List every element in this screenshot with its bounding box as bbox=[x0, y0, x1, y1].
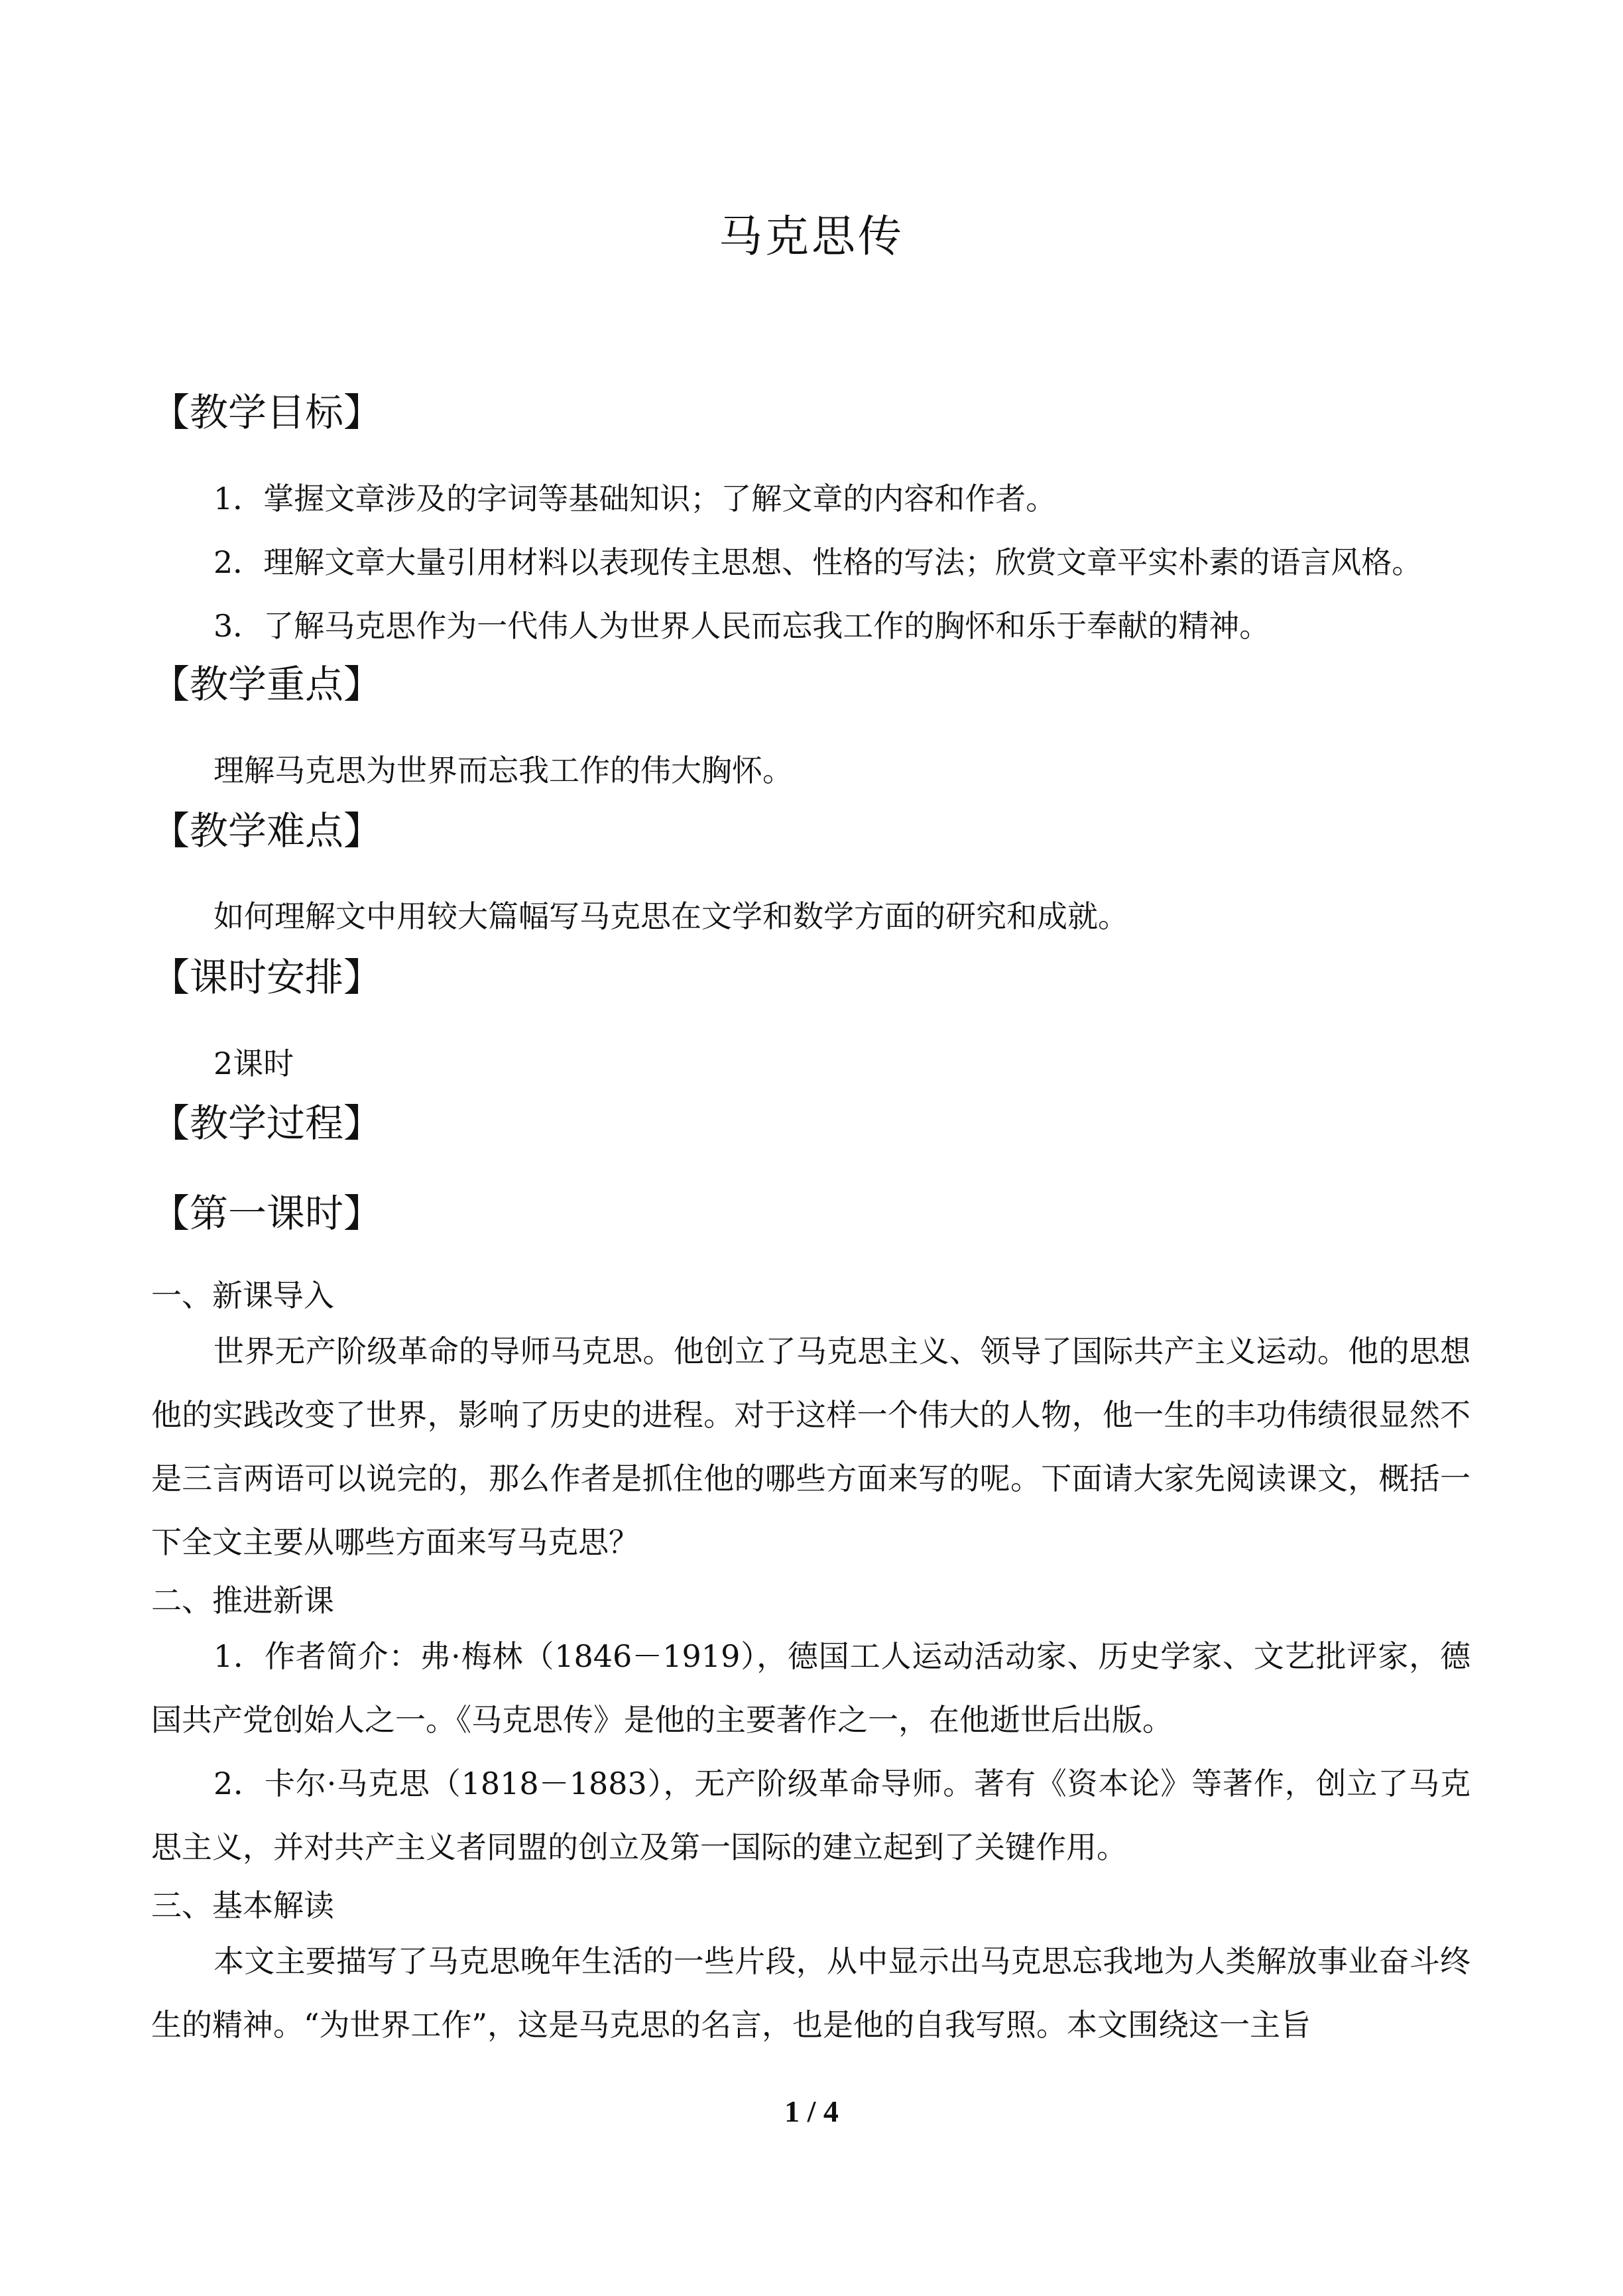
schedule-text bbox=[151, 1032, 1471, 1095]
page-number: 1 / 4 bbox=[784, 2094, 839, 2128]
objective-item-3: 3．了解马克思作为一代伟人为世界人民而忘我工作的胸怀和乐于奉献的精神。 bbox=[213, 608, 1270, 644]
schedule-line: 2课时 bbox=[213, 1046, 294, 1081]
heading-class-schedule: 【课时安排】 bbox=[151, 955, 383, 1000]
difficulties-text bbox=[151, 884, 1471, 948]
difficulties-line: 如何理解文中用较大篇幅写马克思在文学和数学方面的研究和成就。 bbox=[213, 898, 1128, 934]
section-3-paragraph: 本文主要描写了马克思晚年生活的一些片段，从中显示出马克思忘我地为人类解放事业奋斗终生的精神。“为世界工作”，这是马克思的名言，也是他的自我写照。本文围绕这一主旨 bbox=[151, 1943, 1471, 2043]
section-1-title: 一、新课导入 bbox=[151, 1278, 334, 1313]
objectives-list bbox=[151, 467, 1471, 658]
objective-item-2: 2．理解文章大量引用材料以表现传主思想、性格的写法；欣赏文章平实朴素的语言风格。 bbox=[213, 544, 1423, 580]
heading-teaching-process: 【教学过程】 bbox=[151, 1101, 383, 1146]
key-points-text bbox=[151, 739, 1471, 802]
section-2-title: 二、推进新课 bbox=[151, 1583, 334, 1618]
section-1-paragraph: 世界无产阶级革命的导师马克思。他创立了马克思主义、领导了国际共产主义运动。他的思想他的实践改变了世界，影响了历史的进程。对于这样一个伟大的人物，他一生的丰功伟绩很显然不是三言两语可以说完的，那么作者是抓住他的哪些方面来写的呢。下面请大家先阅读课文，概括一下全文主要从哪些方面来写马克思？ bbox=[151, 1333, 1471, 1560]
heading-first-lesson: 【第一课时】 bbox=[151, 1191, 383, 1236]
section-2-paragraph-2: 2．卡尔·马克思（1818－1883），无产阶级革命导师。著有《资本论》等著作，创立了马克思主义，并对共产主义者同盟的创立及第一国际的建立起到了关键作用。 bbox=[151, 1766, 1471, 1865]
key-points-line: 理解马克思为世界而忘我工作的伟大胸怀。 bbox=[213, 753, 793, 788]
objective-item-1: 1．掌握文章涉及的字词等基础知识；了解文章的内容和作者。 bbox=[213, 481, 1057, 516]
document-title: 马克思传 bbox=[719, 211, 904, 262]
section-2-paragraph-1: 1．作者简介：弗·梅林（1846－1919），德国工人运动活动家、历史学家、文艺批评家，德国共产党创始人之一。《马克思传》是他的主要著作之一，在他逝世后出版。 bbox=[151, 1638, 1471, 1738]
heading-teaching-key-points: 【教学重点】 bbox=[151, 662, 383, 707]
heading-teaching-objectives: 【教学目标】 bbox=[151, 390, 383, 435]
section-3-title: 三、基本解读 bbox=[151, 1888, 334, 1923]
heading-teaching-difficulties: 【教学难点】 bbox=[151, 808, 383, 853]
